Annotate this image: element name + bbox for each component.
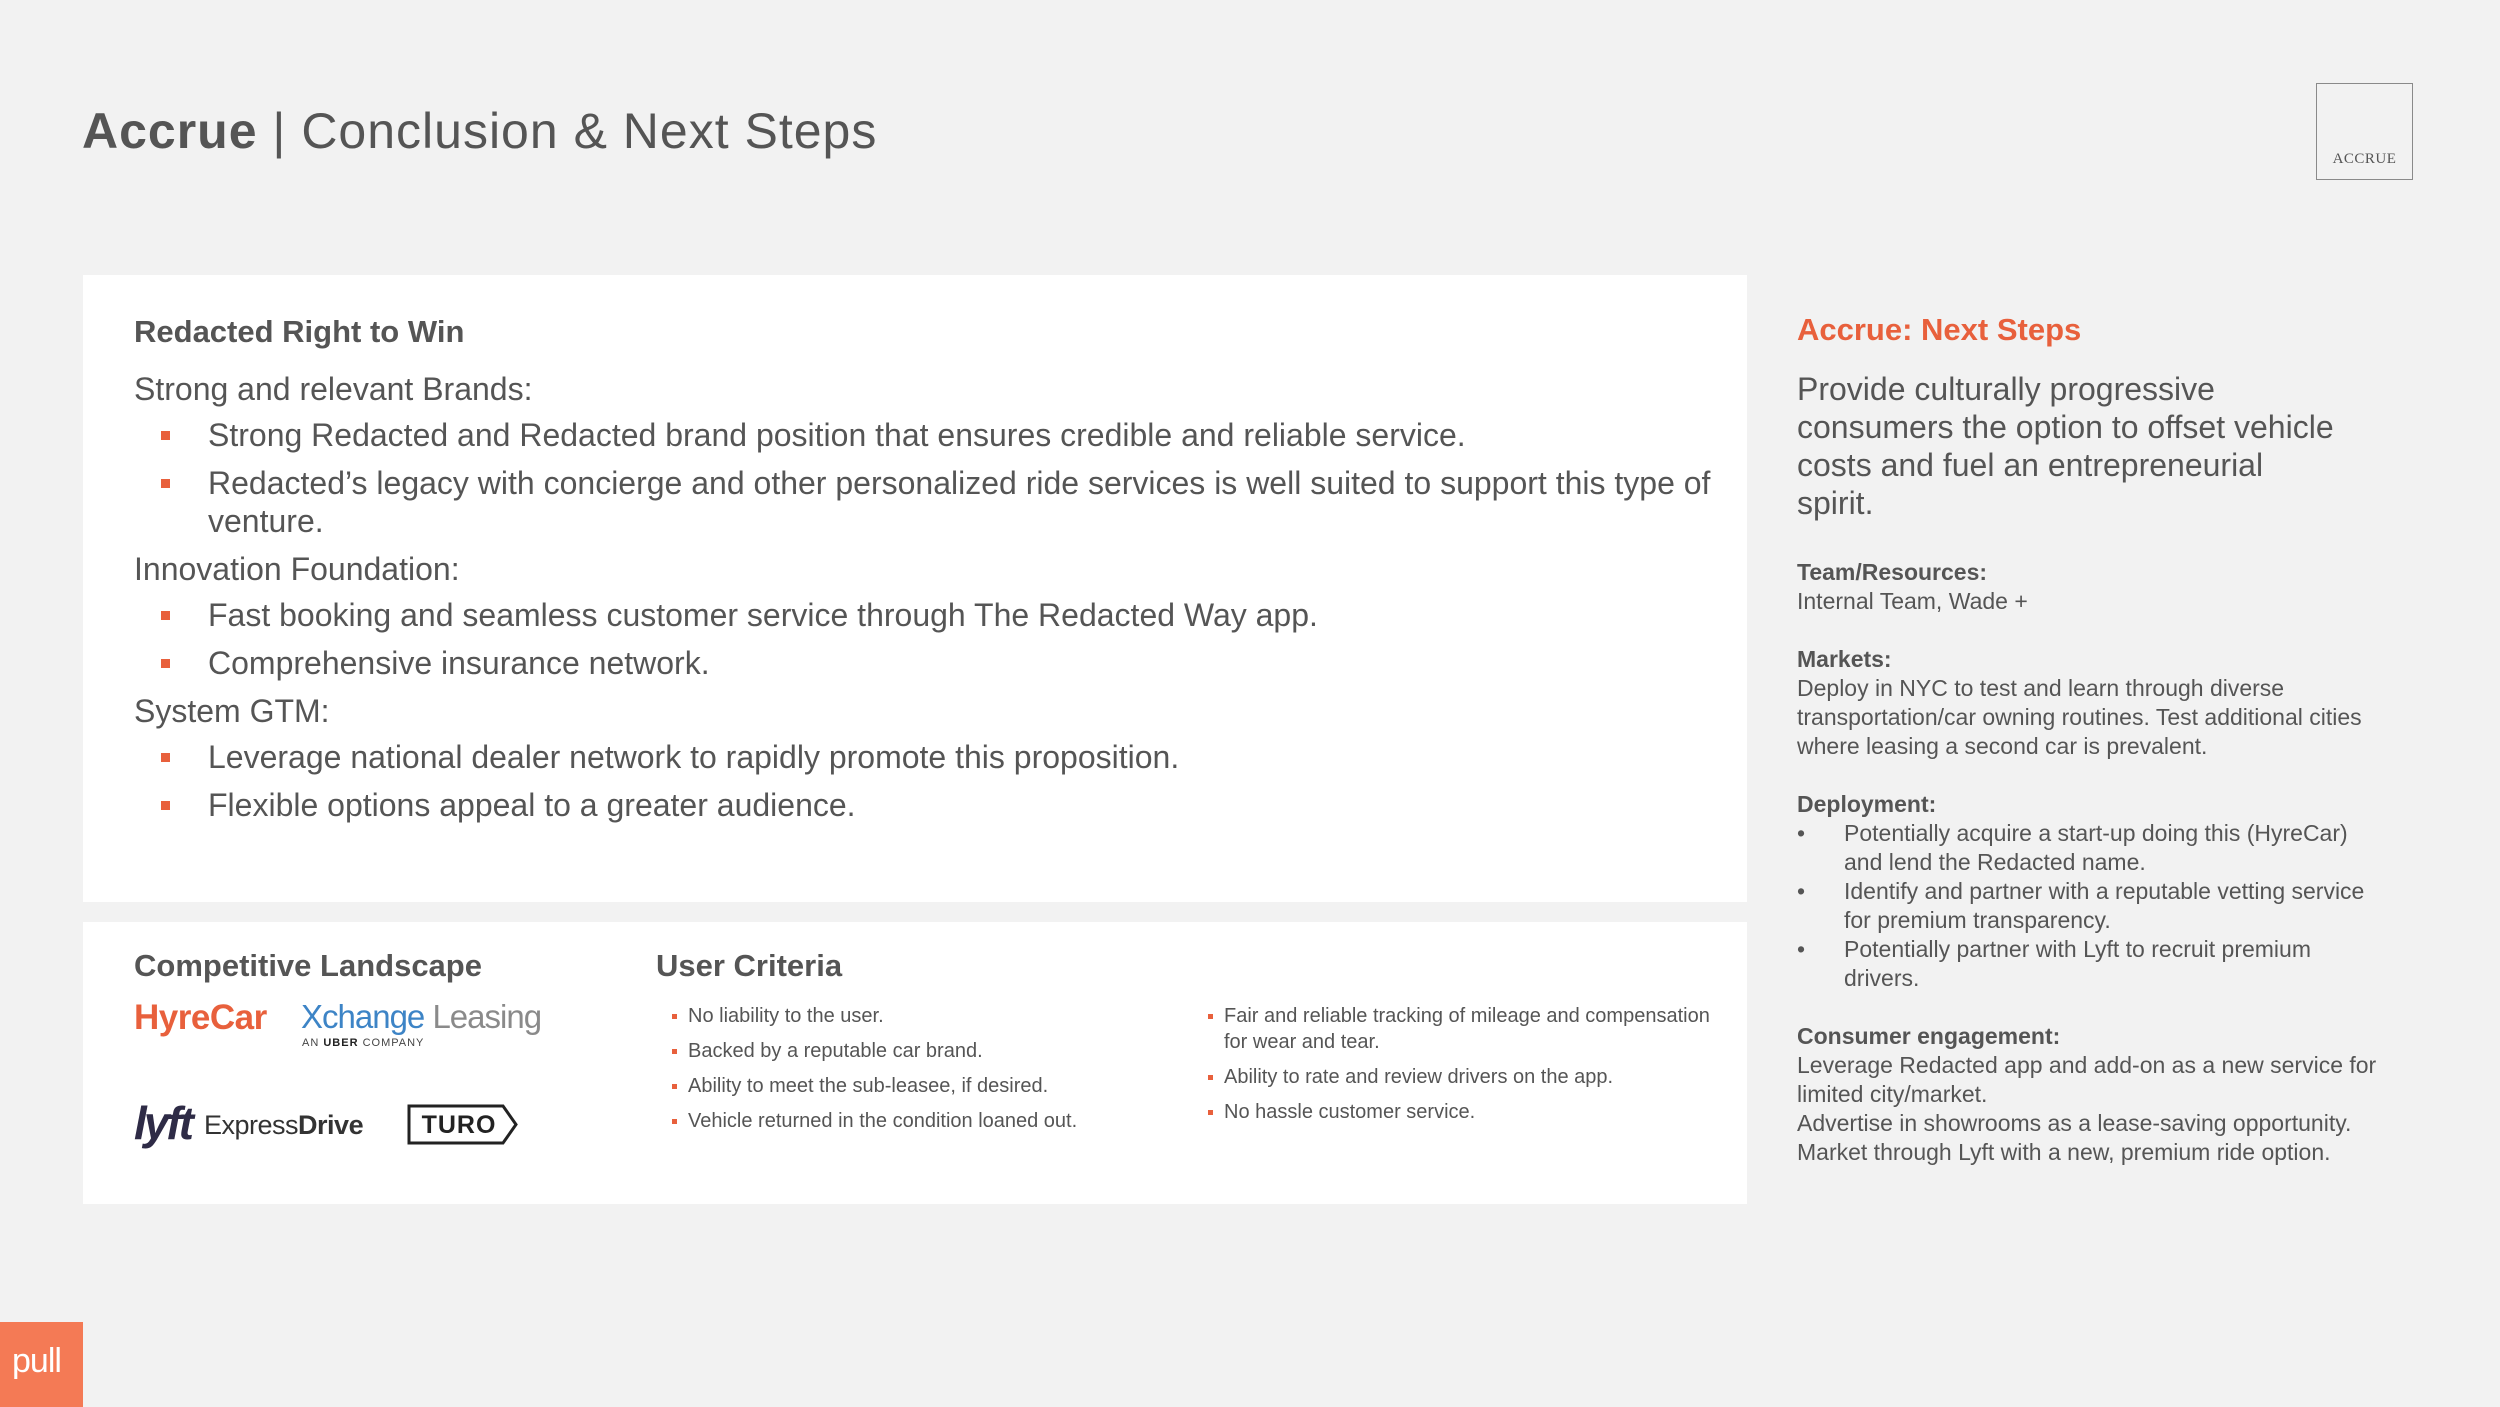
section-bullets <box>134 738 1714 824</box>
user-criteria-heading: User Criteria <box>656 948 843 983</box>
deployment-list <box>1797 819 2377 993</box>
section-title: Strong and relevant Brands: <box>134 371 533 407</box>
user-criteria-list-right <box>1200 1003 1710 1134</box>
bullet-item: Redacted’s legacy with concierge and other personalized ride services is well suited to support this type of venture. <box>134 464 1714 540</box>
xchange-leasing-logo <box>301 998 541 1036</box>
engagement-line: Advertise in showrooms as a lease-saving opportunity. <box>1797 1110 2352 1136</box>
engagement-block <box>1797 1022 2377 1167</box>
deployment-block <box>1797 790 2377 993</box>
criteria-item: Ability to meet the sub-leasee, if desired. <box>664 1073 1134 1099</box>
markets-block <box>1797 645 2377 761</box>
tagline-suffix: COMPANY <box>358 1037 425 1049</box>
criteria-item: Vehicle returned in the condition loaned out. <box>664 1108 1134 1134</box>
criteria-item: Backed by a reputable car brand. <box>664 1038 1134 1064</box>
markets-text: Deploy in NYC to test and learn through diverse transportation/car owning routines. Test additional cities where leasing a second car is prevalent. <box>1797 675 2362 759</box>
next-steps-lead: Provide culturally progressive consumers the option to offset vehicle costs and fuel an entrepreneurial spirit. <box>1797 371 2334 521</box>
bullet-item: Strong Redacted and Redacted brand position that ensures credible and reliable service. <box>134 416 1714 454</box>
accrue-logo-text: ACCRUE <box>2332 151 2397 167</box>
uber-company-tagline <box>302 1037 424 1049</box>
section-bullets <box>134 596 1714 682</box>
section-title: System GTM: <box>134 693 330 729</box>
drive-word: Drive <box>298 1110 364 1140</box>
page-title <box>82 102 877 160</box>
next-steps-details <box>1797 558 2377 1167</box>
pull-logo <box>0 1322 83 1407</box>
deployment-item: • Potentially partner with Lyft to recruit premium drivers. <box>1797 935 2377 993</box>
competitive-landscape-heading: Competitive Landscape <box>134 948 482 983</box>
xchange-logo-word: Xchange <box>301 998 425 1035</box>
engagement-line: Leverage Redacted app and add-on as a new service for limited city/market. <box>1797 1052 2377 1107</box>
expressdrive-logo <box>204 1110 363 1141</box>
bullet-item: Leverage national dealer network to rapidly promote this proposition. <box>134 738 1714 776</box>
tagline-uber: UBER <box>323 1037 359 1049</box>
pull-logo-text: pull <box>12 1342 61 1380</box>
next-steps-heading: Accrue: Next Steps <box>1797 312 2082 347</box>
turo-logo <box>407 1104 519 1145</box>
title-separator: | <box>257 103 302 159</box>
criteria-item: Fair and reliable tracking of mileage and compensation for wear and tear. <box>1200 1003 1710 1055</box>
leasing-logo-word: Leasing <box>424 998 542 1035</box>
user-criteria-list-left <box>664 1003 1134 1143</box>
team-text: Internal Team, Wade + <box>1797 588 2028 614</box>
engagement-label: Consumer engagement: <box>1797 1023 2061 1049</box>
team-block <box>1797 558 2377 616</box>
bullet-item: Fast booking and seamless customer service through The Redacted Way app. <box>134 596 1714 634</box>
express-word: Express <box>204 1110 299 1140</box>
criteria-item: Ability to rate and review drivers on the app. <box>1200 1064 1710 1090</box>
tagline-prefix: AN <box>302 1037 324 1049</box>
hyrecar-logo: HyreCar <box>134 998 267 1037</box>
section-bullets <box>134 416 1714 540</box>
right-to-win-heading: Redacted Right to Win <box>134 314 465 349</box>
turo-logo-text: TURO <box>421 1111 497 1139</box>
title-text: Conclusion & Next Steps <box>301 103 878 159</box>
title-brand: Accrue <box>82 103 258 159</box>
markets-label: Markets: <box>1797 646 1892 672</box>
right-to-win-body <box>134 370 1714 834</box>
bullet-item: Flexible options appeal to a greater audience. <box>134 786 1714 824</box>
engagement-line: Market through Lyft with a new, premium ride option. <box>1797 1139 2331 1165</box>
deployment-item: • Potentially acquire a start-up doing this (HyreCar) and lend the Redacted name. <box>1797 819 2377 877</box>
criteria-item: No hassle customer service. <box>1200 1099 1710 1125</box>
accrue-logo <box>2316 83 2413 180</box>
criteria-item: No liability to the user. <box>664 1003 1134 1029</box>
bullet-item: Comprehensive insurance network. <box>134 644 1714 682</box>
deployment-item: • Identify and partner with a reputable vetting service for premium transparency. <box>1797 877 2377 935</box>
lyft-logo: lyft <box>134 1097 191 1149</box>
team-label: Team/Resources: <box>1797 559 1988 585</box>
section-title: Innovation Foundation: <box>134 551 460 587</box>
deployment-label: Deployment: <box>1797 791 1937 817</box>
